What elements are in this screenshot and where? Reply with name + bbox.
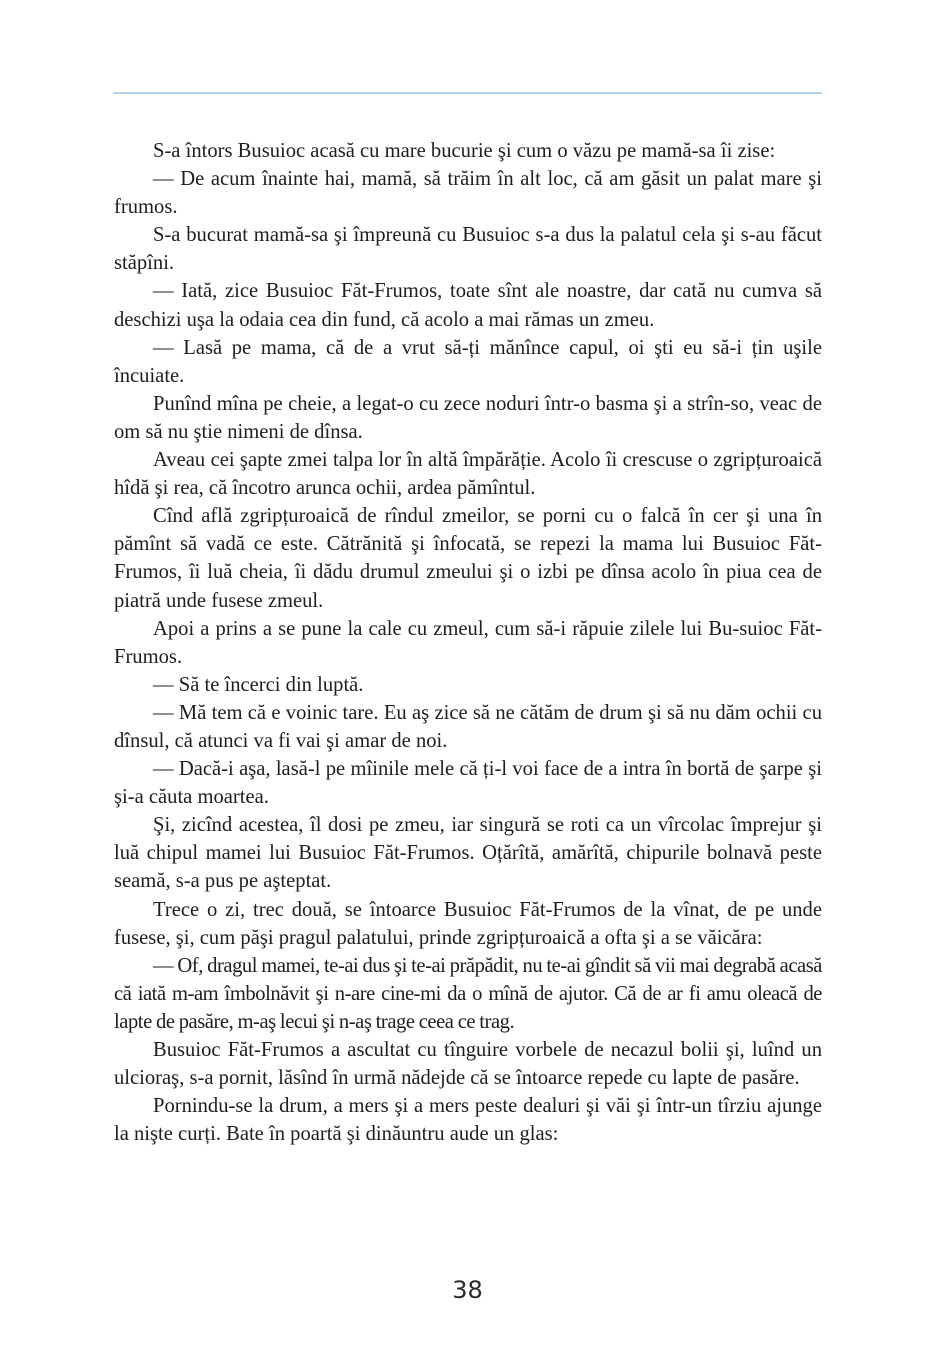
paragraph: Punînd mîna pe cheie, a legat-o cu zece noduri într-o basma şi a strîn-so, veac de om să nu ştie nimeni de dînsa. xyxy=(114,392,822,443)
paragraph: Pornindu-se la drum, a mers şi a mers peste dealuri şi văi şi într-un tîrziu ajunge la nişte curți. Bate în poartă şi dinăuntru aude un glas: xyxy=(114,1095,822,1146)
dialogue-paragraph: — Of, dragul mamei, te-ai dus şi te-ai prăpădit, nu te-ai gîndit să vii mai degrabă acasă că iată m-am îmbolnăvit şi n-are cine-mi da o mînă de ajutor. Că de ar fi amu oleacă de lapte de pasăre, m-aş lecui şi n-aş trage ceea ce trag. xyxy=(114,954,822,1033)
dialogue-paragraph: — Dacă-i aşa, lasă-l pe mîinile mele că ți-l voi face de a intra în bortă de şarpe şi şi-a căuta moartea. xyxy=(114,758,822,809)
paragraph: S-a bucurat mamă-sa şi împreună cu Busuioc s-a dus la palatul cela şi s-au făcut stăpîni. xyxy=(114,224,822,275)
header-rule xyxy=(113,92,822,94)
paragraph: S-a întors Busuioc acasă cu mare bucurie şi cum o văzu pe mamă-sa îi zise: xyxy=(153,140,776,162)
dialogue-paragraph: — Iată, zice Busuioc Făt-Frumos, toate sînt ale noastre, dar cată nu cumva să deschizi uşa la odaia cea din fund, că acolo a mai rămas un zmeu. xyxy=(114,280,822,331)
page-number: 38 xyxy=(452,1276,483,1304)
dialogue-paragraph: — Mă tem că e voinic tare. Eu aş zice să ne cătăm de drum şi să nu dăm ochii cu dînsul, că atunci va fi vai şi amar de noi. xyxy=(114,701,822,752)
paragraph: Apoi a prins a se pune la cale cu zmeul, cum să-i răpuie zilele lui Bu-suioc Făt-Frumos. xyxy=(114,617,822,668)
dialogue-paragraph: — Să te încerci din luptă. xyxy=(153,673,364,696)
dialogue-paragraph: — De acum înainte hai, mamă, să trăim în alt loc, că am găsit un palat mare şi frumos. xyxy=(114,168,822,219)
paragraph: Cînd află zgripțuroaică de rîndul zmeilor, se porni cu o falcă în cer şi una în pămînt să vadă ce este. Cătrănită şi înfocată, se repezi la mama lui Busuioc Făt-Frumos, îi luă cheia, îi dădu drumul zmeului şi o izbi pe dînsa acolo în piua cea de piatră unde fusese zmeul. xyxy=(114,505,822,612)
paragraph: Busuioc Făt-Frumos a ascultat cu tînguire vorbele de necazul bolii şi, luînd un ulcioraş, s-a pornit, lăsînd în urmă nădejde că se întoarce repede cu lapte de pasăre. xyxy=(114,1039,822,1090)
story-text xyxy=(114,137,822,1148)
paragraph: Aveau cei şapte zmei talpa lor în altă împărăție. Acolo îi crescuse o zgripțuroaică hîdă şi rea, că încotro arunca ochii, ardea pămîntul. xyxy=(114,449,822,500)
paragraph: Trece o zi, trec două, se întoarce Busuioc Făt-Frumos de la vînat, de pe unde fusese, şi, cum păşi pragul palatului, prinde zgripțuroaică a ofta şi a se văicăra: xyxy=(114,898,822,949)
paragraph: Şi, zicînd acestea, îl dosi pe zmeu, iar singură se roti ca un vîrcolac împrejur şi luă chipul mamei lui Busuioc Făt-Frumos. Oțărîtă, amărîtă, chipurile bolnavă peste seamă, s-a pus pe aşteptat. xyxy=(114,814,822,893)
dialogue-paragraph: — Lasă pe mama, că de a vrut să-ți mănînce capul, oi şti eu să-i țin uşile încuiate. xyxy=(114,336,822,387)
